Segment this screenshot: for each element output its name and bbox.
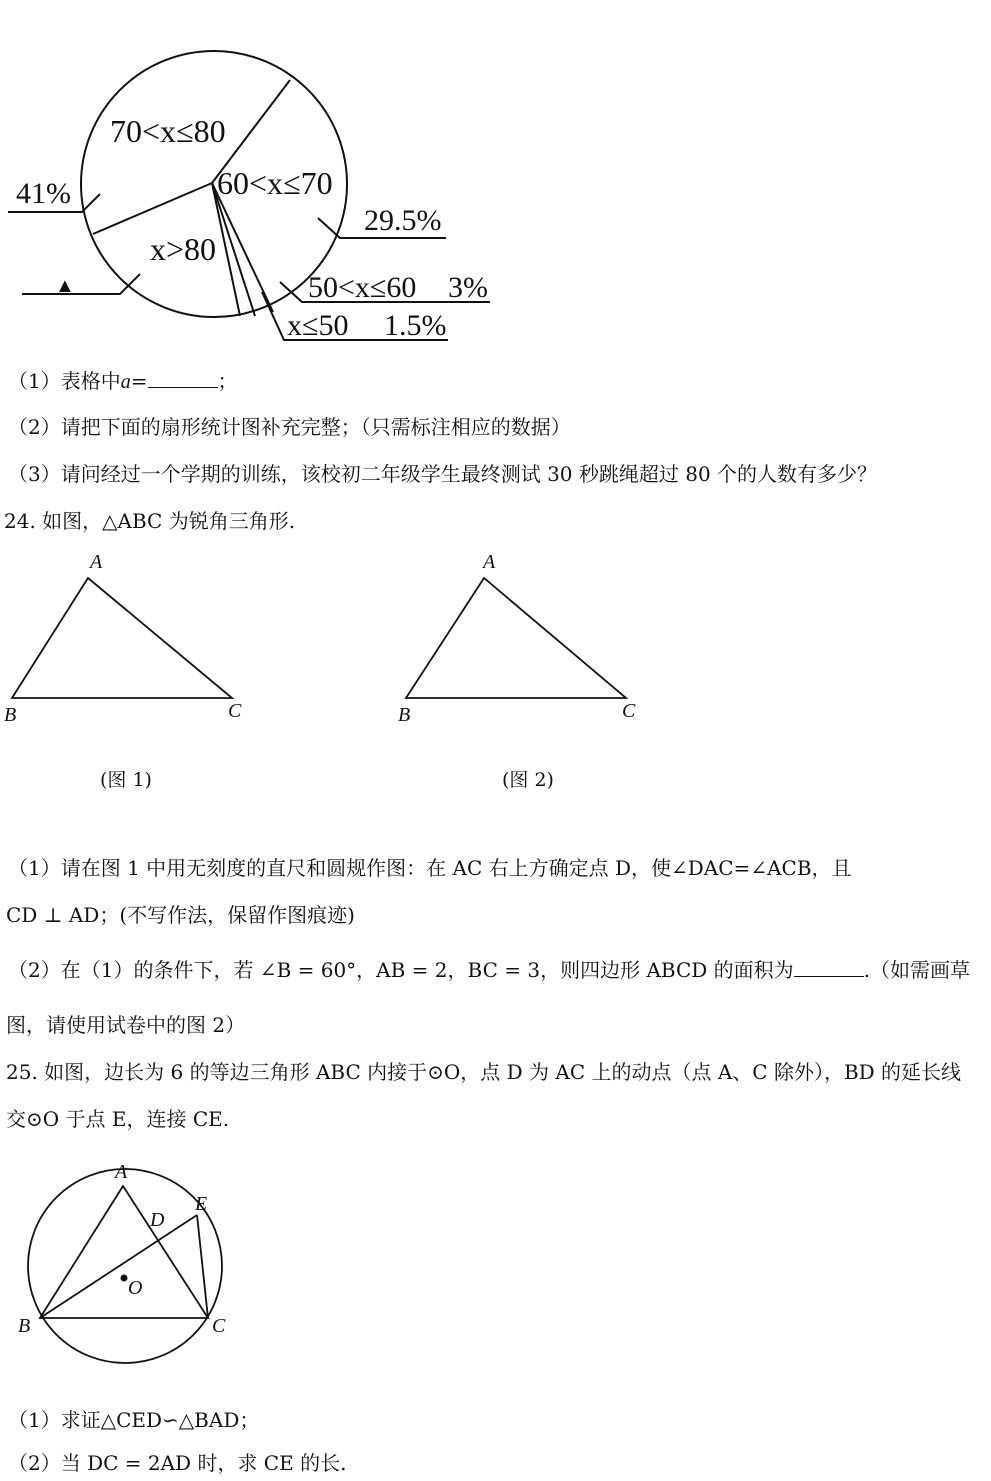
center-point-o	[121, 1275, 128, 1282]
q23-part3: （3）请问经过一个学期的训练，该校初二年级学生最终测试 30 秒跳绳超过 80 个的人数有多少？	[8, 462, 878, 486]
label-c: C	[212, 1315, 226, 1337]
pie-percent-gt80: ▲	[55, 275, 75, 297]
fig1-caption: (图 1)	[100, 769, 152, 791]
fig1-vertex-c: C	[228, 700, 242, 722]
q25-line1: 25. 如图，边长为 6 的等边三角形 ABC 内接于⊙O，点 D 为 AC 上的动点（点 A、C 除外），BD 的延长线	[6, 1060, 962, 1084]
pie-percent-1-5: 1.5%	[384, 309, 447, 342]
fig2-vertex-a: A	[483, 551, 496, 573]
segment-be	[40, 1215, 197, 1318]
q24-part2-text-a: （2）在（1）的条件下，若 ∠B = 60°，AB = 2，BC = 3，则四边形 ABCD 的面积为	[8, 958, 794, 982]
q24-part2-text-b: .（如需画草	[863, 958, 971, 982]
label-e: E	[195, 1193, 208, 1215]
triangle-abc	[40, 1186, 208, 1318]
pie-label-gt80: x>80	[150, 231, 217, 267]
label-o: O	[128, 1277, 143, 1299]
q25-part2: （2）当 DC = 2AD 时，求 CE 的长.	[8, 1451, 347, 1475]
q24-part1-line1: （1）请在图 1 中用无刻度的直尺和圆规作图：在 AC 右上方确定点 D，使∠DAC=∠ACB，且	[8, 856, 852, 880]
q23-part1-var: a	[120, 371, 131, 393]
label-a: A	[115, 1161, 128, 1183]
q24-part2-line2: 图，请使用试卷中的图 2）	[6, 1013, 246, 1037]
pie-percent-3: 3%	[448, 271, 488, 304]
pie-percent-29-5: 29.5%	[364, 204, 442, 237]
fig1-vertex-b: B	[4, 704, 17, 726]
label-d: D	[150, 1209, 165, 1231]
q23-part1-eq: =	[130, 369, 148, 393]
fig2-caption: (图 2)	[502, 769, 554, 791]
q25-line2: 交⊙O 于点 E，连接 CE.	[6, 1107, 230, 1131]
fig2-vertex-b: B	[398, 704, 411, 726]
pie-label-50-60: 50<x≤60	[308, 271, 417, 304]
pie-label-70-80: 70<x≤80	[110, 113, 226, 149]
pie-label-60-70: 60<x≤70	[217, 165, 333, 201]
q24-part1-line2: CD ⊥ AD；(不写作法，保留作图痕迹)	[6, 903, 355, 927]
fig1-vertex-a: A	[90, 551, 103, 573]
pie-label-le50: x≤50	[287, 309, 349, 342]
circle-o	[28, 1169, 222, 1363]
label-b: B	[18, 1315, 31, 1337]
q23-part2: （2）请把下面的扇形统计图补充完整；（只需标注相应的数据）	[8, 415, 571, 439]
q23-part1-end: ；	[217, 369, 238, 393]
q23-part1-prefix: （1）表格中	[8, 369, 121, 393]
q25-part1: （1）求证△CED∽△BAD；	[8, 1408, 260, 1432]
pie-percent-41: 41%	[16, 177, 71, 210]
q24-header: 24. 如图，△ABC 为锐角三角形.	[4, 509, 296, 533]
fig2-vertex-c: C	[622, 700, 636, 722]
